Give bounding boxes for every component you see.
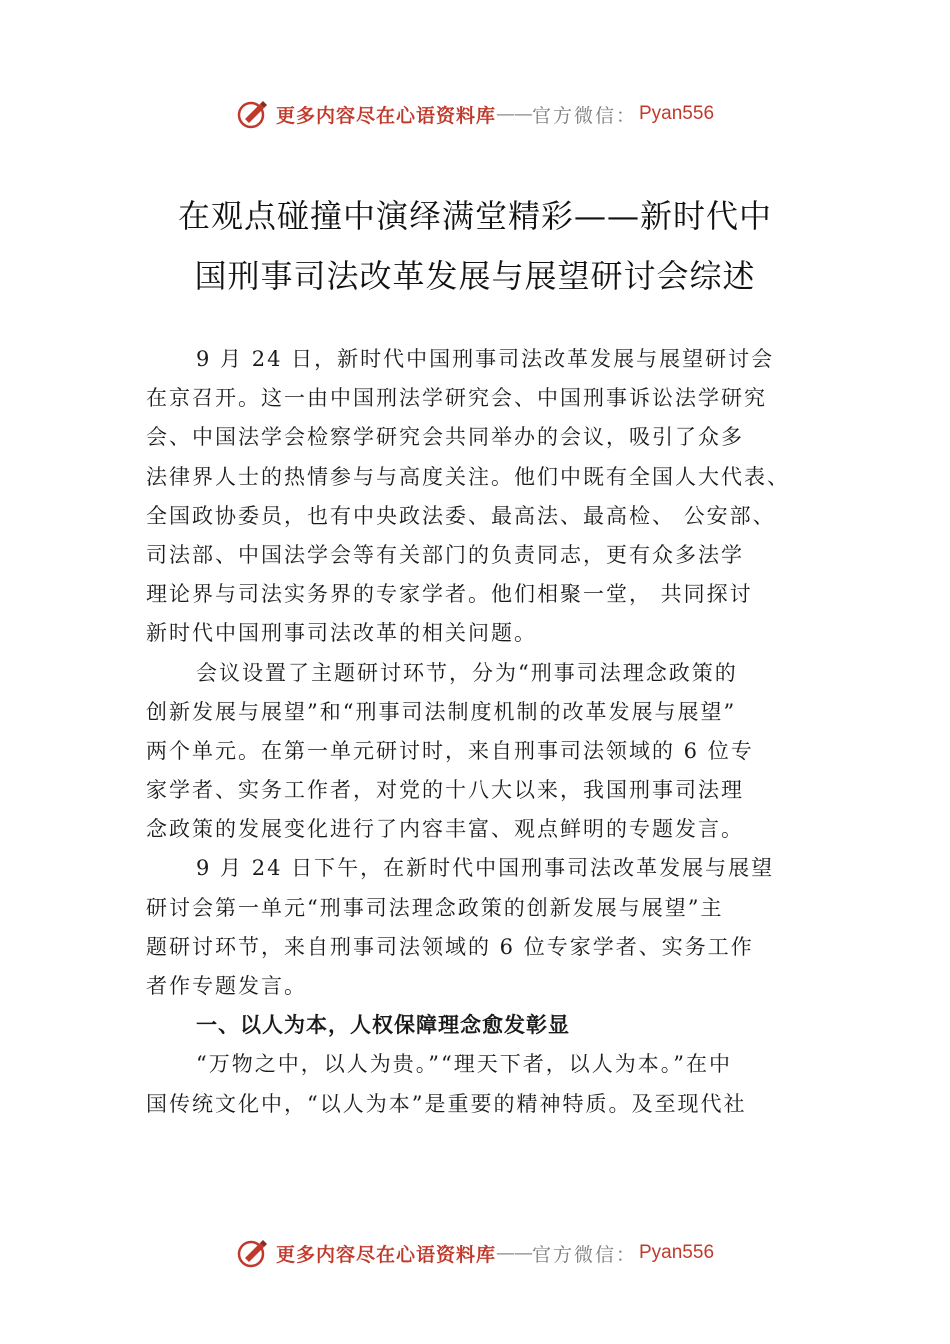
body-line: 念政策的发展变化进行了内容丰富、观点鲜明的专题发言。 <box>146 817 744 842</box>
body-line: 创新发展与展望”和“刑事司法制度机制的改革发展与展望” <box>146 699 737 724</box>
body-line: 题研讨环节，来自刑事司法领域的 6 位专家学者、实务工作 <box>146 934 754 959</box>
body-line: 两个单元。在第一单元研讨时，来自刑事司法领域的 6 位专 <box>146 738 754 763</box>
body-line: 会议设置了主题研讨环节，分为“刑事司法理念政策的 <box>196 660 738 685</box>
watermark-dash: —— <box>495 1242 532 1264</box>
body-line: 家学者、实务工作者，对党的十八大以来，我国刑事司法理 <box>146 778 744 803</box>
body-line: 者作专题发言。 <box>146 974 307 998</box>
body-line: 全国政协委员，也有中央政法委、最高法、最高检、 公安部、 <box>146 503 776 528</box>
body-line: 在京召开。这一由中国刑法学研究会、中国刑事诉讼法学研究 <box>146 386 767 411</box>
title-line-1: 在观点碰撞中演绎满堂精彩——新时代中 <box>177 197 772 235</box>
body-line: 理论界与司法实务界的专家学者。他们相聚一堂， 共同探讨 <box>146 582 753 607</box>
section-heading: 一、以人为本，人权保障理念愈发彰显 <box>196 1013 570 1038</box>
pen-logo-icon <box>236 97 270 131</box>
header-watermark <box>0 94 950 134</box>
body-line: “万物之中，以人为贵。”“理天下者，以人为本。”在中 <box>196 1052 732 1077</box>
body-line: 新时代中国刑事司法改革的相关问题。 <box>146 621 537 646</box>
article-title <box>120 186 830 306</box>
watermark-wechat-id: Pyan556 <box>639 103 715 124</box>
body-line: 法律界人士的热情参与与高度关注。他们中既有全国人大代表、 <box>146 464 790 489</box>
body-line: 会、中国法学会检察学研究会共同举办的会议，吸引了众多 <box>146 425 744 450</box>
article-body <box>146 340 846 1124</box>
watermark-wechat-label: 官方微信： <box>531 1243 637 1266</box>
body-line: 9 月 24 日下午，在新时代中国刑事司法改革发展与展望 <box>196 856 775 881</box>
pen-logo-icon <box>236 1236 270 1270</box>
title-line-2: 国刑事司法改革发展与展望研讨会综述 <box>194 257 756 295</box>
watermark-dash: —— <box>495 103 532 125</box>
body-line: 9 月 24 日，新时代中国刑事司法改革发展与展望研讨会 <box>196 347 775 371</box>
body-line: 研讨会第一单元“刑事司法理念政策的创新发展与展望”主 <box>146 895 724 920</box>
watermark-brand: 更多内容尽在心语资料库 <box>275 104 496 127</box>
watermark-wechat-label: 官方微信： <box>531 104 637 127</box>
watermark-brand: 更多内容尽在心语资料库 <box>275 1243 496 1266</box>
footer-watermark <box>0 1233 950 1273</box>
body-line: 司法部、中国法学会等有关部门的负责同志，更有众多法学 <box>146 542 744 567</box>
watermark-wechat-id: Pyan556 <box>639 1242 715 1263</box>
body-line: 国传统文化中，“以人为本”是重要的精神特质。及至现代社 <box>146 1091 747 1116</box>
